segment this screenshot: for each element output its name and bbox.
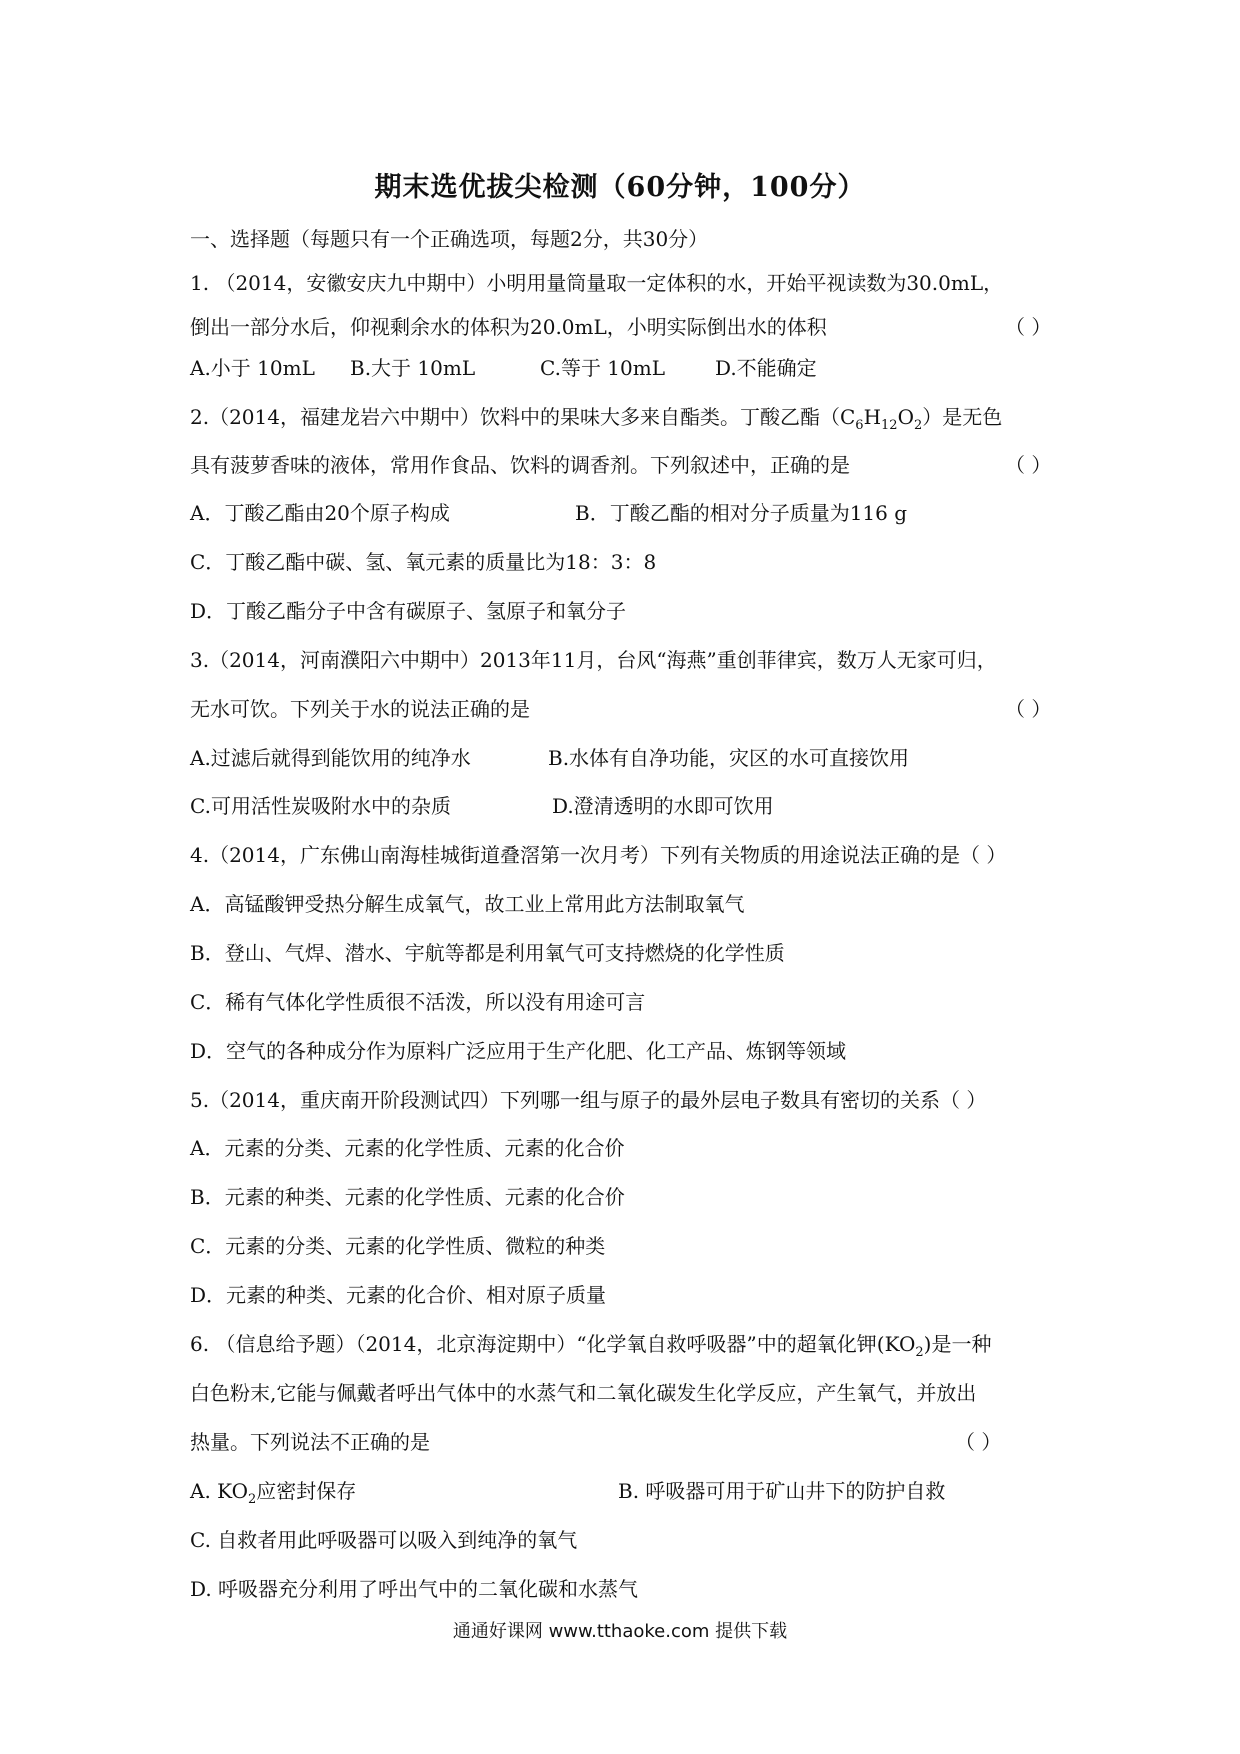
- question-3-line-2: 无水可饮。下列关于水的说法正确的是: [190, 697, 530, 721]
- question-3-option-d: D.澄清透明的水即可饮用: [552, 794, 774, 818]
- question-6-line-3: 热量。下列说法不正确的是: [190, 1430, 430, 1454]
- question-2-line-2: 具有菠萝香味的液体，常用作食品、饮料的调香剂。下列叙述中，正确的是: [190, 453, 850, 477]
- question-4-option-a: A．高锰酸钾受热分解生成氧气，故工业上常用此方法制取氧气: [190, 892, 745, 916]
- question-5-line-1: 5.（2014，重庆南开阶段测试四）下列哪一组与原子的最外层电子数具有密切的关系（ ）: [190, 1088, 987, 1112]
- question-6-option-c: C. 自救者用此呼吸器可以吸入到纯净的氧气: [190, 1528, 578, 1552]
- question-1-option-d: D.不能确定: [715, 356, 817, 380]
- question-4-option-d: D．空气的各种成分作为原料广泛应用于生产化肥、化工产品、炼钢等领域: [190, 1039, 847, 1063]
- question-2-option-a: A．丁酸乙酯由20个原子构成: [190, 501, 450, 525]
- question-6-line-1: 6. （信息给予题）（2014，北京海淀期中）“化学氧自救呼吸器”中的超氧化钾$(KO_2)$是一种: [190, 1332, 992, 1360]
- question-1-line-2: 倒出一部分水后，仰视剩余水的体积为20.0mL，小明实际倒出水的体积: [190, 315, 827, 339]
- question-2-option-c: C．丁酸乙酯中碳、氢、氧元素的质量比为18：3：8: [190, 550, 657, 574]
- question-3-option-a: A.过滤后就得到能饮用的纯净水: [190, 746, 471, 770]
- answer-blank-2: （ ）: [1005, 453, 1052, 477]
- question-1-option-b: B.大于 10mL: [350, 356, 476, 380]
- question-6-option-a: A. $KO_2$应密封保存: [190, 1479, 357, 1507]
- question-6-option-b: B. 呼吸器可用于矿山井下的防护自救: [618, 1479, 946, 1503]
- answer-blank-3: （ ）: [1005, 697, 1052, 721]
- question-4-option-b: B．登山、气焊、潜水、宇航等都是利用氧气可支持燃烧的化学性质: [190, 941, 785, 965]
- question-3-option-c: C.可用活性炭吸附水中的杂质: [190, 794, 451, 818]
- question-5-option-d: D．元素的种类、元素的化合价、相对原子质量: [190, 1283, 607, 1307]
- question-2-option-b: B．丁酸乙酯的相对分子质量为116 g: [575, 501, 908, 525]
- question-6-option-d: D. 呼吸器充分利用了呼出气中的二氧化碳和水蒸气: [190, 1577, 639, 1601]
- question-2-option-d: D．丁酸乙酯分子中含有碳原子、氢原子和氧分子: [190, 599, 627, 623]
- question-5-option-b: B．元素的种类、元素的化学性质、元素的化合价: [190, 1185, 625, 1209]
- question-5-option-c: C．元素的分类、元素的化学性质、微粒的种类: [190, 1234, 606, 1258]
- section-heading: 一、选择题（每题只有一个正确选项，每题2分，共30分）: [190, 227, 709, 251]
- answer-blank-6: （ ）: [955, 1430, 1002, 1454]
- page-title: 期末选优拔尖检测（60分钟，100分）: [374, 172, 866, 203]
- question-6-line-2: 白色粉末,它能与佩戴者呼出气体中的水蒸气和二氧化碳发生化学反应，产生氧气，并放出: [190, 1381, 977, 1405]
- question-1-line-1: 1. （2014，安徽安庆九中期中）小明用量筒量取一定体积的水，开始平视读数为30.0mL，: [190, 271, 1004, 295]
- question-4-line-1: 4.（2014，广东佛山南海桂城街道叠滘第一次月考）下列有关物质的用途说法正确的是（ ）: [190, 843, 1007, 867]
- question-1-option-c: C.等于 10mL: [540, 356, 665, 380]
- question-3-line-1: 3.（2014，河南濮阳六中期中）2013年11月，台风“海燕”重创菲律宾，数万人无家可归，: [190, 648, 997, 672]
- footer-download-note: 通通好课网 www.tthaoke.com 提供下载: [452, 1621, 788, 1642]
- question-2-line-1: 2.（2014，福建龙岩六中期中）饮料中的果味大多来自酯类。丁酸乙酯$(C_6H_{12}O_2)$是无色: [190, 405, 1003, 433]
- question-5-option-a: A．元素的分类、元素的化学性质、元素的化合价: [190, 1136, 625, 1160]
- question-1-option-a: A.小于 10mL: [190, 356, 315, 380]
- question-3-option-b: B.水体有自净功能，灾区的水可直接饮用: [548, 746, 910, 770]
- question-4-option-c: C．稀有气体化学性质很不活泼，所以没有用途可言: [190, 990, 646, 1014]
- answer-blank-1: （ ）: [1005, 315, 1052, 339]
